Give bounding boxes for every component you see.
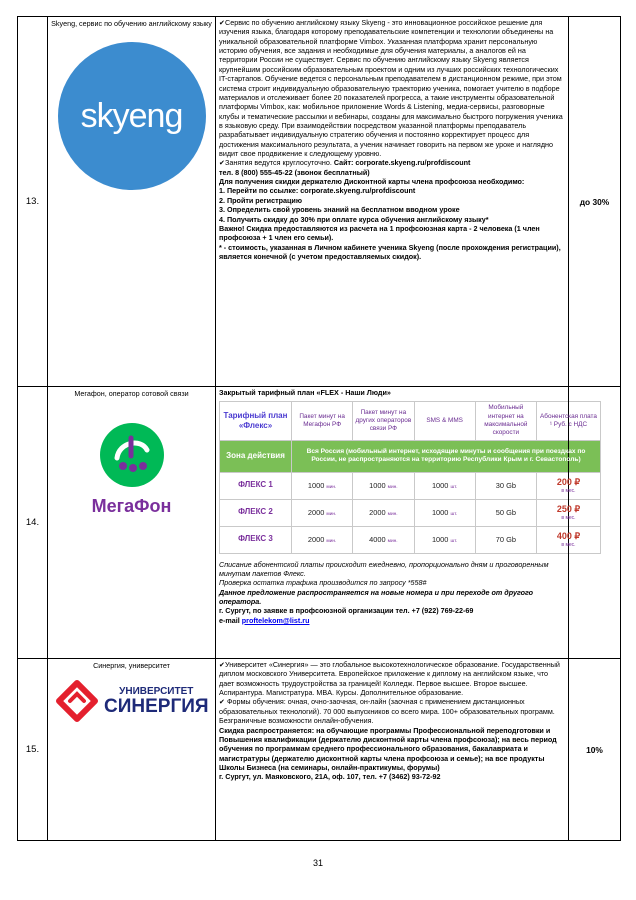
tariff-minutes-mf: 2000 — [307, 534, 325, 544]
tariff-price: 200 ₽ — [556, 476, 581, 487]
tariff-internet: 50 Gb — [475, 499, 536, 526]
note-balance: Проверка остатка трафика производится по запросу *558# — [219, 578, 427, 588]
desc-p0: ✔Сервис по обучению английскому языку Skyeng - это инновационное российское решение для изучения языка, благодаря которому преподавательские компетенции и технологии объединены на уникальной образовательной платформе Vimbox. Указанная платформа хранит персональную историю обучения, все задания и необходимые для обучения материалы, а аналогов ей на территории России не существует. Сервис по обучению английскому языку Skyeng является крупнейшим российским образовательным проектом и одним из лучших российских технологических IT-стартапов. Обучение ведется с персональным преподавателем в дистанционном режиме, при этом система строит индивидуальную образовательную траекторию ученика, помогает учителю в подборе материалов и отслеживает более 20 показателей прогресса, а такие инструменты образовательной платформы Vimbox, как: мобильное приложение Words & Listening, медиа-сервисы, разговорные клубы и тематические рассылки и вебинары, созданы для максимально быстрого погружения ученика в языковую среду. При взаимодействии посредством указанной платформы преподаватель разрабатывает индивидуальную стратегию обучения и постоянно корректирует процесс для достижения максимального результата, а ученик начинает говорить на первом же уроке и наглядно видит свое продвижение к следующему уровню. — [219, 18, 563, 159]
tariff-title: Закрытый тарифный план «FLEX - Наши Люди» — [219, 388, 391, 397]
description — [216, 659, 569, 841]
tariff-row — [220, 526, 601, 553]
tariff-table — [219, 401, 601, 553]
row-number: 14. — [18, 387, 48, 659]
note-billing: Списание абонентской платы происходит ежедневно, пропорционально дням и проговоренным минутам пакетов Флекс. — [219, 559, 549, 579]
unit: мин. — [387, 538, 398, 544]
table-row — [18, 17, 621, 387]
step-3: 3. Определить свой уровень знаний на бесплатном вводном уроке — [219, 205, 460, 215]
tariff-sms: 1000 — [431, 480, 449, 490]
note-contact: г. Сургут, по заявке в профсоюзной организации тел. +7 (922) 769-22-69 — [219, 606, 474, 616]
table-row — [18, 659, 621, 841]
synergy-emblem-icon — [56, 680, 98, 722]
unit: шт. — [450, 484, 458, 490]
description — [216, 387, 597, 659]
logo-top: УНИВЕРСИТЕТ — [119, 685, 194, 697]
price-sub: в мес. — [561, 488, 576, 495]
desc-p1: ✔ Формы обучения: очная, очно-заочная, он-лайн (заочная с применением дистанционных образовательных технологий). 70 000 выпускников со всего мира. 100+ образовательных программ. Безграничные возможности онлайн-обучения. — [219, 697, 555, 726]
desc-p0: ✔Университет «Синергия» — это глобальное высокотехнологическое образование. Государственный диплом московского Университета. Европейское приложение к диплому на английском языке, что дает возможность трудоустройства за границей! Колледж. Первое высшее. Второе высшее. Аспирантура. Магистратура. MBA. Курсы. Дополнительное образование. — [219, 660, 560, 698]
phone: тел. 8 (800) 555-45-22 (звонок бесплатный) — [219, 167, 370, 177]
footnote: * - стоимость, указанная в Личном кабинете ученика Skyeng (после прохождения регистрации), является конечной (с учетом предоставляемых скидок). — [219, 242, 561, 261]
discount-table — [17, 16, 621, 841]
tariff-header-cell: Пакет минут на Мегафон РФ — [292, 402, 353, 440]
step-1: 1. Перейти по ссылке: corporate.skyeng.ru/profdiscount — [219, 186, 416, 196]
tariff-minutes-mf: 1000 — [307, 480, 325, 490]
address: г. Сургут, ул. Маяковского, 21А, оф. 107, тел. +7 (3462) 93-72-92 — [219, 772, 441, 782]
unit: мин. — [387, 511, 398, 517]
tariff-header-cell: Пакет минут на других операторов связи РФ — [353, 402, 414, 440]
discount-value: до 30% — [569, 17, 621, 387]
unit: шт. — [450, 538, 458, 544]
description — [216, 17, 569, 387]
tariff-zone-row — [220, 440, 601, 472]
tariff-name: ФЛЕКС 3 — [220, 526, 292, 553]
site-link[interactable]: Сайт: corporate.skyeng.ru/profdiscount — [333, 158, 471, 168]
unit: мин. — [326, 484, 337, 490]
tariff-price: 250 ₽ — [556, 503, 581, 514]
zone-text: Вся Россия (мобильный интернет, исходящие минуты и сообщения при поездках по России, не распространяются на территорию Республики Крым и г. Севастополь) — [292, 440, 601, 472]
conditions-title: Для получения скидки держателю Дисконтной карты члена профсоюза необходимо: — [219, 177, 525, 187]
step-2: 2. Пройти регистрацию — [219, 195, 302, 205]
tariff-name: ФЛЕКС 2 — [220, 499, 292, 526]
price-sub: в мес. — [561, 515, 576, 522]
partner-name: Skyeng, сервис по обучению английскому языку — [51, 19, 212, 28]
tariff-minutes-mf: 2000 — [307, 507, 325, 517]
unit: мин. — [326, 538, 337, 544]
discount-scope: Скидка распространяется: на обучающие программы Профессиональной переподготовки и Повышения квалификации (держателю дисконтной карты члена профсоюза); на весь период обучения по программам среднего профессионального образования, бакалавриата и магистратуры (держателю дисконтной карты члена профсоюза и семье); на все продукты Школы Бизнеса (на семинары, онлайн-практикумы, форумы) — [219, 725, 557, 772]
zone-label: Зона действия — [220, 440, 292, 472]
megafon-logo — [72, 420, 192, 517]
email-link[interactable]: proftelekom@list.ru — [241, 615, 310, 625]
row-number: 15. — [18, 659, 48, 841]
tariff-minutes-other: 4000 — [369, 534, 386, 544]
tariff-header-cell: SMS & MMS — [414, 402, 475, 440]
tariff-minutes-other: 1000 — [369, 480, 386, 490]
logo-text: skyeng — [80, 96, 183, 135]
tariff-header-row — [220, 402, 601, 440]
discount-value: 10% — [569, 659, 621, 841]
table-row — [18, 387, 621, 659]
logo-bottom: СИНЕРГИЯ — [104, 695, 209, 717]
tariff-internet: 30 Gb — [475, 472, 536, 499]
unit: мин. — [387, 484, 398, 490]
tariff-name: ФЛЕКС 1 — [220, 472, 292, 499]
skyeng-logo — [58, 42, 206, 190]
synergy-logo — [56, 680, 215, 722]
price-sub: в мес. — [561, 542, 576, 549]
note-new-numbers: Данное предложение распространяется на новые номера и при переходе от другого оператора. — [219, 587, 534, 607]
important-note: Важно! Скидка предоставляются из расчета на 1 профсоюзная карта - 2 человека (1 член профсоюза + 1 член его семьи). — [219, 223, 540, 243]
tariff-price: 400 ₽ — [556, 530, 581, 541]
step-4: 4. Получить скидку до 30% при оплате курса обучения английскому языку* — [219, 214, 489, 224]
unit: мин. — [326, 511, 337, 517]
partner-name: Синергия, университет — [93, 661, 170, 670]
tariff-row — [220, 499, 601, 526]
tariff-sms: 1000 — [431, 534, 449, 544]
row-number: 13. — [18, 17, 48, 387]
page-number: 31 — [312, 858, 323, 868]
tariff-header-cell: Тарифный план «Флекс» — [220, 402, 292, 440]
tariff-minutes-other: 2000 — [369, 507, 386, 517]
tariff-internet: 70 Gb — [475, 526, 536, 553]
tariff-header-cell: Абонентская плата ¹ Руб. с НДС — [537, 402, 601, 440]
logo-text: МегаФон — [91, 496, 172, 516]
tariff-row — [220, 472, 601, 499]
tariff-header-cell: Мобильный интернет на максимальной скорости — [475, 402, 536, 440]
partner-name: Мегафон, оператор сотовой связи — [74, 389, 189, 398]
unit: шт. — [450, 511, 458, 517]
desc-p1: ✔Занятия ведутся круглосуточно. — [219, 158, 334, 168]
megafon-emblem-icon — [97, 420, 167, 490]
tariff-sms: 1000 — [431, 507, 449, 517]
email-label: e-mail — [219, 615, 242, 625]
